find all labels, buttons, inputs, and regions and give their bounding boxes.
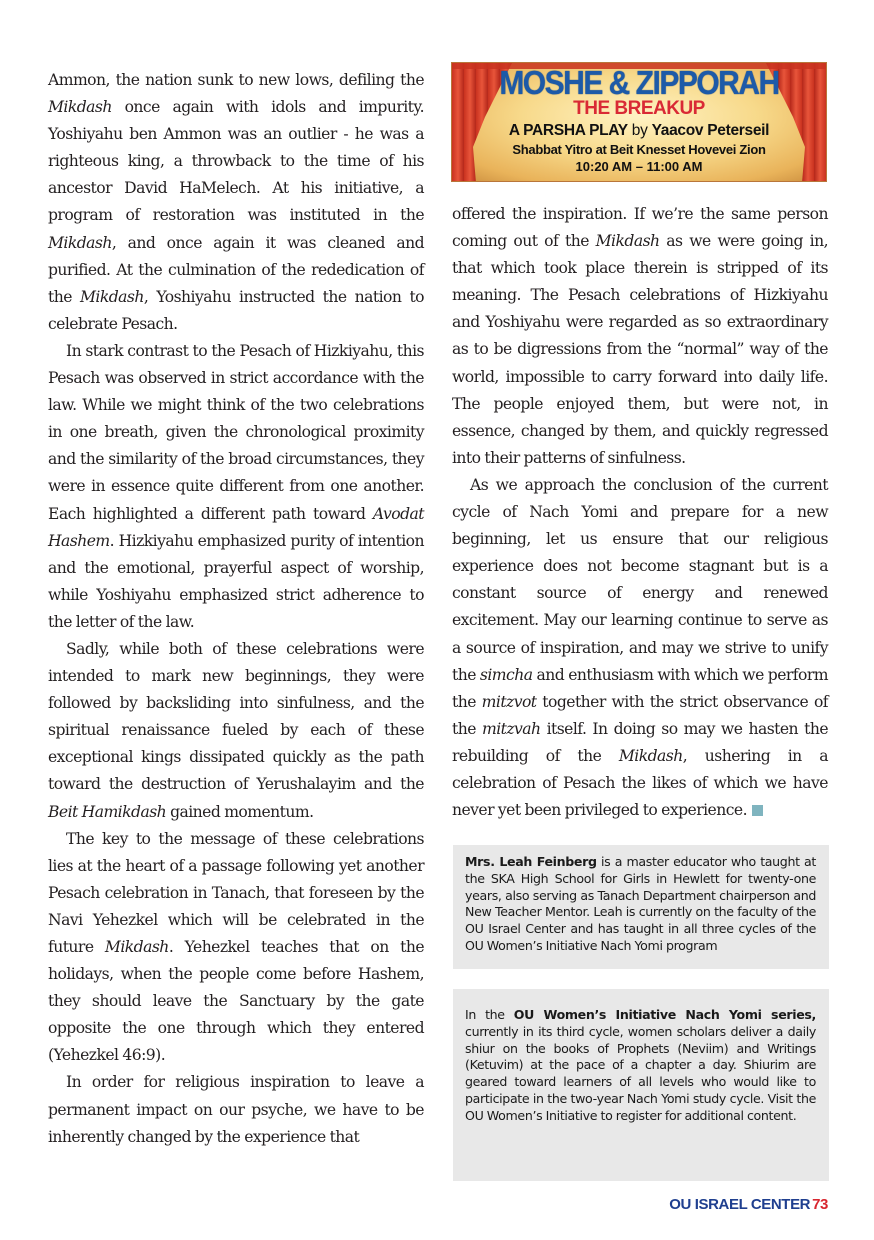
paragraph-text: In order for religious inspiration to leave a permanent impact on our psyche, we have to be inherently changed by the experience that [48, 1073, 424, 1146]
paragraph-text: as we were going in, that which took place therein is stripped of its meaning. The Pesach celebrations of Hizkiyahu and Yoshiyahu were regarded as so extraordinary as to be digressions from the “normal” way of the world, impossible to carry forward into daily life. The people enjoyed them, but were not, in essence, changed by them, and quickly regressed into their patterns of sinfulness. [452, 232, 828, 467]
banner-title: MOSHE & ZIPPORAH [499, 65, 779, 102]
paragraph-text: . Yehezkel teaches that on the holidays, when the people come before Hashem, they should leave the Sanctuary by the gate opposite the one through which they entered (Yehezkel 46:9). [48, 938, 424, 1065]
series-info-box [453, 989, 829, 1181]
italic-term: Mikdash [104, 938, 169, 956]
article-right-column [452, 201, 828, 824]
paragraph-text: , ushering in a celebration of Pesach the likes of which we have never yet been privileged to experience. [452, 746, 828, 820]
banner-play-label: A PARSHA PLAY [508, 122, 628, 139]
paragraph-text: Ammon, the nation sunk to new lows, defiling the [48, 71, 424, 89]
publication-name: OU ISRAEL CENTER [669, 1196, 811, 1213]
page-number: 73 [812, 1196, 828, 1213]
banner-location: Shabbat Yitro at Beit Knesset Hovevei Zion [512, 142, 766, 157]
paragraph-text: , Yoshiyahu instructed the nation to celebrate Pesach. [48, 287, 425, 333]
italic-term: Beit Hamikdash [48, 802, 167, 821]
italic-term: mitzvah [481, 719, 541, 738]
paragraph-text: Sadly, while both of these celebrations were intended to mark new beginnings, they were followed by backsliding into sinfulness, and the spiritual renaissance fueled by each of these exceptional kings dissipated quickly as the path toward the destruction of Yerushalayim and the [48, 639, 424, 794]
article-paragraph [48, 67, 424, 338]
paragraph-text: and enthusiasm with which we perform the [452, 665, 829, 711]
italic-term: simcha [479, 665, 533, 684]
article-paragraph [48, 636, 424, 826]
paragraph-text: The key to the message of these celebrations lies at the heart of a passage following yet another Pesach celebration in Tanach, that foreseen by the Navi Yehezkel which will be celebrated in the future [48, 829, 424, 956]
article-paragraph [48, 338, 424, 636]
paragraph-text: As we approach the conclusion of the current cycle of Nach Yomi and prepare for a new beginning, let us ensure that our religious experience does not become stagnant but is a constant source of energy and renewed excitement. May our learning continue to serve as a source of inspiration, and may we strive to unify the [452, 475, 828, 684]
article-left-column [48, 67, 424, 1151]
italic-term: Mikdash [48, 98, 112, 117]
italic-term: Mikdash [79, 287, 144, 306]
article-paragraph [452, 201, 828, 472]
italic-term: Mikdash [595, 232, 660, 251]
italic-term: mitzvot [481, 692, 537, 711]
banner-author: Yaacov Peterseil [651, 122, 770, 139]
paragraph-text: offered the inspiration. If we’re the same person coming out of the [452, 205, 828, 251]
italic-term: Mikdash [618, 746, 683, 765]
banner-subtitle: THE BREAKUP [573, 98, 705, 119]
paragraph-text: In stark contrast to the Pesach of Hizkiyahu, this Pesach was observed in strict accordance with the law. While we might think of the two celebrations in one breath, given the chronological proximity and the similarity of the broad circumstances, they were in essence quite different from one another. Each highlighted a different path toward [48, 341, 424, 523]
paragraph-text: itself. In doing so may we hasten the rebuilding of the [452, 719, 829, 765]
event-banner [451, 62, 827, 182]
paragraph-text: . Hizkiyahu emphasized purity of intention and the emotional, prayerful aspect of worship, while Yoshiyahu emphasized strict adherence to the letter of the law. [48, 531, 424, 631]
paragraph-text: together with the strict observance of the [452, 692, 829, 738]
italic-term: Mikdash [48, 233, 112, 252]
banner-by: by [627, 122, 652, 139]
author-bio-text: is a master educator who taught at the SKA High School for Girls in Hewlett for twenty-one years, also serving as Tanach Department chairperson and New Teacher Mentor. Leah is currently on the faculty of the OU Israel Center and has taught in all three cycles of the OU Women’s Initiative Nach Yomi program [465, 854, 816, 953]
article-paragraph [452, 472, 828, 824]
paragraph-text: , and once again it was cleaned and purified. At the culmination of the rededication of the [48, 233, 424, 306]
author-name: Mrs. Leah Feinberg [465, 854, 597, 869]
article-paragraph [48, 1069, 424, 1150]
banner-byline [452, 122, 826, 140]
series-description: currently in its third cycle, women scholars deliver a daily shiur on the books of Prophets (Neviim) and Writings (Ketuvim) at the pace of a chapter a day. Shiurim are geared toward learners of all levels who would like to participate in the two-year Nach Yomi study cycle. Visit the OU Women’s Initiative to register for additional content. [465, 1023, 816, 1123]
author-bio-box [453, 845, 829, 969]
page-footer [669, 1196, 828, 1213]
paragraph-text: once again with idols and impurity. Yoshiyahu ben Ammon was an outlier - he was a righteous king, a throwback to the time of his ancestor David HaMelech. At his initiative, a program of restoration was instituted in the [48, 98, 424, 225]
paragraph-text: gained momentum. [166, 802, 314, 821]
banner-time: 10:20 AM – 11:00 AM [575, 159, 703, 174]
italic-term: Avodat Hashem [48, 504, 424, 550]
series-name: OU Women’s Initiative Nach Yomi series, [513, 1007, 816, 1022]
series-prefix: In the [465, 1007, 514, 1022]
end-of-article-square-icon [752, 805, 763, 816]
article-paragraph [48, 826, 424, 1070]
